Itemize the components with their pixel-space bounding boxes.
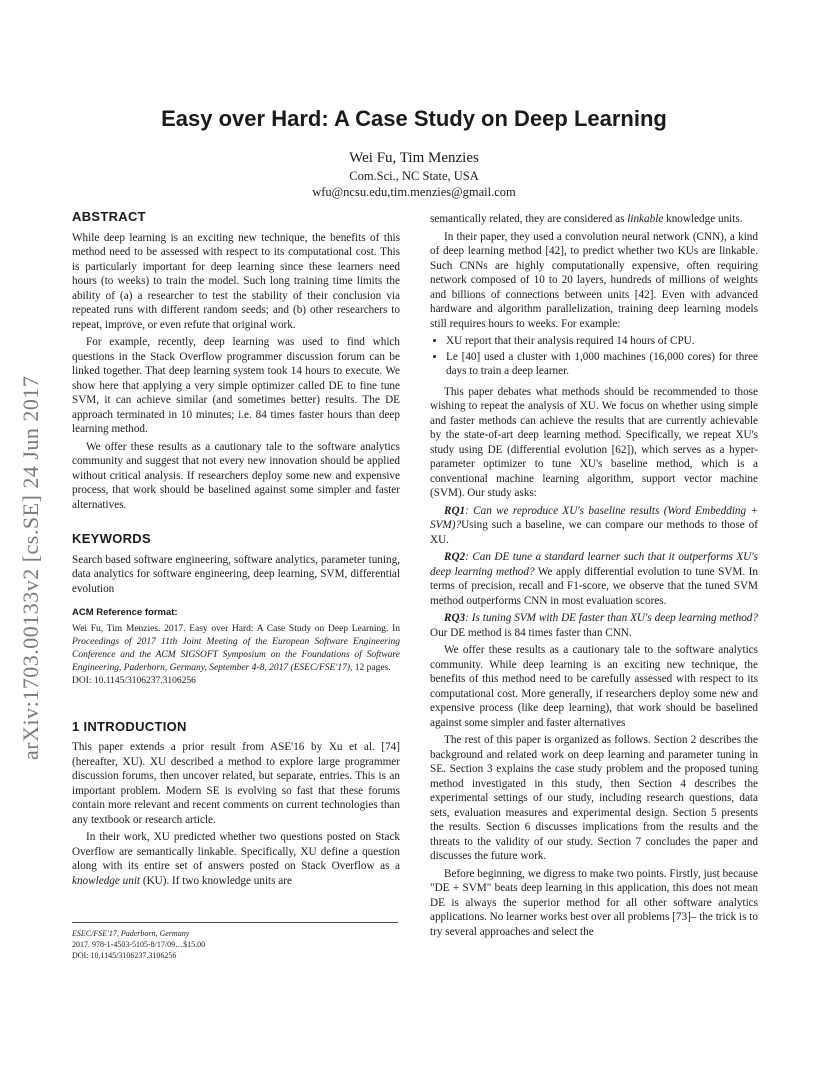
text: semantically related, they are considered as [430,213,628,225]
intro-heading: 1 INTRODUCTION [72,718,187,734]
intro-paragraph: This paper extends a prior result from ASE'16 by Xu et al. [74] (hereafter, XU). XU described a method to explore large programmer discussion forums, then uncover related, but separate, entries. This is an important problem. Modern SE is evolving so fast that these forums contain more relevant and recent comments on current technologies than any textbook or research article. [72,741,400,826]
abstract-paragraph: While deep learning is an exciting new technique, the benefits of this method need to be assessed with respect to its computational cost. This is particularly important for deep learning since these learners need hours (to weeks) to train the model. Such long training time limits the ability of (a) a researcher to test the stability of their conclusion via repeated runs with different random seeds; and (b) other researchers to repeat, improve, or even refute that original work. [72,231,400,331]
rq-answer: Using such a baseline, we can compare our methods to those of XU. [430,519,758,546]
keywords-text: Search based software engineering, software analytics, parameter tuning, data analytics for software engineering, deep learning, SVM, differential evolution [72,553,400,595]
paragraph: We offer these results as a cautionary tale to the software analytics community. While deep learning is an exciting new technique, the benefits of this method need to be carefully assessed with respect to its computational cost. More generally, if researchers deploy some new and expensive process (like deep learning), that work should be baselined against some simpler and faster alternatives [430,644,758,729]
acm-reference-heading: ACM Reference format: [72,607,178,618]
intro-paragraph [72,830,400,888]
footer-doi: DOI: 10.1145/3106237.3106256 [72,951,177,960]
paragraph: The rest of this paper is organized as follows. Section 2 describes the background and related work on deep learning and parameter tuning in SE. Section 3 explains the case study problem and the proposed tuning method investigated in this study, then Section 4 describes the experimental settings of our study, including research questions, data sets, evaluation measures and experimental design. Section 5 presents the results. Section 6 discusses implications from the results and the threats to the validity of our study. Section 7 concludes the paper and discusses the future work. [430,734,758,862]
acm-proceedings: Proceedings of 2017 11th Joint Meeting of the European Software Engineering Conference and the ACM SIGSOFT Symposium on the Foundations of Software Engineering, Paderborn, Germany, September 4-8, 2017 (ESEC/FSE'17), [72,636,400,673]
rq1 [430,504,758,548]
email[interactable]: wfu@ncsu.edu,tim.menzies@gmail.com [312,185,516,199]
rq-question: : Can we reproduce XU's baseline results (Word Embedding + SVM)? [430,504,758,531]
rq3 [430,611,758,640]
intro-text: In their work, XU predicted whether two questions posted on Stack Overflow are semantically linkable. Specifically, XU define a question along with its entire set of answers posted on Stack Overflow as a [72,831,400,872]
keywords-heading: KEYWORDS [72,531,151,546]
paragraph: Before beginning, we digress to make two points. Firstly, just because "DE + SVM" beats deep learning in this application, this does not mean DE is always the superior method for all other software analytics applications. No learner works best over all problems [73]– the trick is to try several approaches and select the [430,867,758,938]
bullet-list [430,334,758,379]
right-column [430,212,758,942]
rq-question: : Is tuning SVM with DE faster than XU's deep learning method? [465,612,758,624]
rq-question: : Can DE tune a standard learner such that it outperforms XU's deep learning method? [430,551,758,578]
abstract-paragraph: For example, recently, deep learning was used to find which questions in the Stack Overflow programmer discussion forum can be linked together. That deep learning system took 14 hours to execute. We show here that applying a very simple optimizer called DE to fine tune SVM, it can achieve similar (and sometimes better) results. The DE approach terminated in 10 minutes; i.e. 84 times faster hours than deep learning method. [72,336,400,435]
rq-answer: Our DE method is 84 times faster than CNN. [430,626,632,639]
list-item: • Le [40] used a cluster with 1,000 machines (16,000 cores) for three days to train a deep learner. [446,350,758,379]
authors: Wei Fu, Tim Menzies [349,150,479,166]
intro-text: (KU). If two knowledge units are [140,874,292,887]
paragraph: In their paper, they used a convolution neural network (CNN), a kind of deep learning method [42], to predict whether two KUs are linkable. Such CNNs are highly computationally expensive, often requiring network composed of 10 to 20 layers, hundreds of millions of weights and billions of connections between units [42]. Even with advanced hardware and algorithm parallelization, training deep learning models still requires hours to weeks. For example: [430,230,758,330]
paragraph: This paper debates what methods should be recommended to those wishing to repeat the analysis of XU. We focus on whether using simple and faster methods can achieve the results that are currently achievable by the state-of-art deep learning method. Specifically, we repeat XU's study using DE (differential evolution [62]), which serves as a hyper-parameter optimizer to tune XU's baseline method, which is a conventional machine learning algorithm, support vector machine (SVM). Our study asks: [430,385,758,499]
abstract-heading: ABSTRACT [72,209,146,224]
paper-title: Easy over Hard: A Case Study on Deep Learning [161,106,667,131]
rq-label: RQ3 [444,612,466,624]
left-column [72,210,400,891]
intro-term: knowledge unit [72,874,141,887]
term: linkable [627,213,664,225]
rq-label: RQ1 [444,504,466,517]
text: knowledge units. [663,213,743,225]
acm-doi: DOI: 10.1145/3106237.3106256 [72,675,196,686]
acm-pages: 12 pages. [352,662,391,673]
acm-reference-text: Wei Fu, Tim Menzies. 2017. Easy over Hard: A Case Study on Deep Learning. In [72,623,400,634]
acm-reference [72,623,400,688]
rq-label: RQ2 [444,551,466,563]
rq2 [430,550,758,608]
footer-notes [72,922,398,961]
footer-isbn: 2017. 978-1-4503-5105-8/17/09…$15.00 [72,940,206,949]
abstract-paragraph: We offer these results as a cautionary tale to the software analytics community and suggest that not every new innovation should be applied without critical analysis. If researchers deploy some new and expensive process, that work should be baselined against some simpler and faster alternatives. [72,440,400,511]
affiliation: Com.Sci., NC State, USA [349,169,479,183]
paragraph [430,212,758,227]
rq-answer: We apply differential evolution to tune SVM. In terms of precision, recall and F1-score, we observe that the tuned SVM method outperforms CNN in most evaluation scores. [430,565,758,607]
footer-venue: ESEC/FSE'17, Paderborn, Germany [72,929,190,938]
arxiv-identifier: arXiv:1703.00133v2 [cs.SE] 24 Jun 2017 [18,375,43,760]
list-item: • XU report that their analysis required 14 hours of CPU. [446,334,758,349]
